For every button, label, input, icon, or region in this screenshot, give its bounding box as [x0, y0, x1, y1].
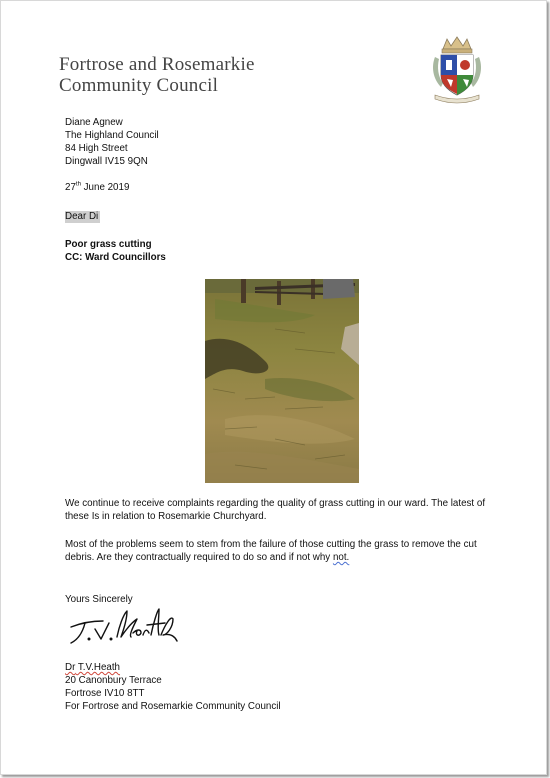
sender-block [65, 661, 281, 713]
recipient-street: 84 High Street [65, 143, 128, 154]
body-paragraph-2 [65, 538, 505, 564]
organisation-name-line1: Fortrose and Rosemarkie [59, 54, 255, 75]
letter-date [65, 181, 129, 194]
closing: Yours Sincerely [65, 594, 133, 605]
salutation [65, 210, 100, 223]
date-suffix: th [75, 181, 81, 188]
organisation-name-line2: Community Council [59, 75, 219, 96]
body-paragraph-1: We continue to receive complaints regarding the quality of grass cutting in our ward. The latest of these Is in relation to Rosemarkie Churchyard. [65, 498, 486, 522]
recipient-name: Diane Agnew [65, 117, 123, 128]
subject-line: Poor grass cutting [65, 239, 152, 250]
sender-name [65, 661, 281, 674]
sender-title: Dr [65, 662, 76, 673]
churchyard-grass-photo [205, 279, 359, 483]
organisation-name [59, 54, 255, 96]
recipient-town: Dingwall IV15 9QN [65, 156, 148, 167]
sender-on-behalf: For Fortrose and Rosemarkie Community Council [65, 701, 281, 712]
subject-block [65, 238, 166, 264]
cc-line: CC: Ward Councillors [65, 252, 166, 263]
sender-town: Fortrose IV10 8TT [65, 688, 145, 699]
body-paragraph-2-end: not. [332, 552, 350, 563]
recipient-address [65, 116, 159, 168]
date-day: 27 [65, 182, 76, 193]
salutation-text: Dear Di [65, 211, 99, 222]
recipient-org: The Highland Council [65, 130, 159, 141]
coat-of-arms-icon [429, 35, 485, 105]
handwritten-signature [67, 605, 179, 649]
sender-name-rest: T.V.Heath [75, 662, 121, 673]
date-rest: June 2019 [80, 182, 130, 193]
body-paragraph-2-main: Most of the problems seem to stem from the failure of those cutting the grass to remove the cut debris. Are they contractually required to do so and if not why [65, 539, 477, 563]
sender-street: 20 Canonbury Terrace [65, 675, 162, 686]
